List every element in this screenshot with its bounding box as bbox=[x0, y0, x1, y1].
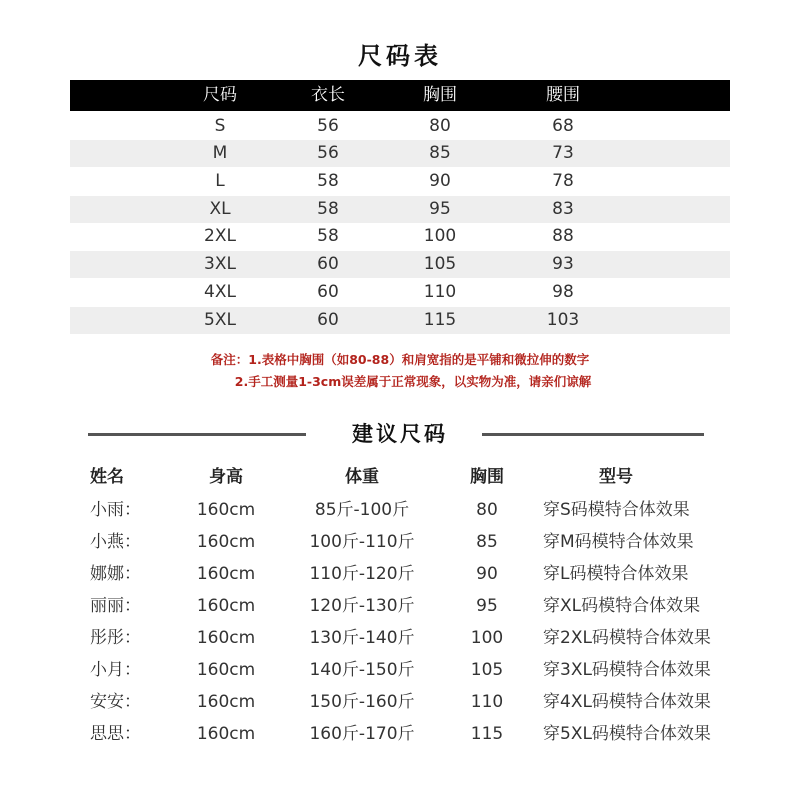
recommend-row bbox=[0, 686, 800, 718]
fit-cell: 穿XL码模特合体效果 bbox=[543, 596, 701, 616]
name-cell: 小雨： bbox=[90, 500, 141, 520]
note-line-1: 备注：1.表格中胸围（如80-88）和肩宽指的是平铺和微拉伸的数字 bbox=[210, 352, 590, 367]
height-cell: 160cm bbox=[196, 500, 256, 520]
fit-cell: 穿5XL码模特合体效果 bbox=[543, 724, 711, 744]
size-row bbox=[70, 223, 730, 250]
fit-cell: 穿M码模特合体效果 bbox=[543, 532, 694, 552]
recommend-row bbox=[0, 590, 800, 622]
name-cell: 丽丽： bbox=[90, 596, 141, 616]
weight-cell: 100斤-110斤 bbox=[309, 532, 415, 552]
waist-cell: 93 bbox=[552, 254, 574, 274]
name-cell: 娜娜： bbox=[90, 564, 141, 584]
header-bust: 胸围 bbox=[470, 467, 504, 487]
bust-cell: 110 bbox=[470, 692, 504, 712]
name-cell: 小月： bbox=[90, 660, 141, 680]
height-cell: 160cm bbox=[196, 724, 256, 744]
bust-cell: 100 bbox=[470, 628, 504, 648]
note-line-2: 2.手工测量1-3cm误差属于正常现象，以实物为准，请亲们谅解 bbox=[234, 374, 592, 389]
recommend-row bbox=[0, 494, 800, 526]
height-cell: 160cm bbox=[196, 660, 256, 680]
recommend-header bbox=[0, 461, 800, 493]
waist-cell: 98 bbox=[552, 282, 574, 302]
height-cell: 160cm bbox=[196, 628, 256, 648]
weight-cell: 140斤-150斤 bbox=[309, 660, 415, 680]
size-table-header bbox=[70, 80, 730, 111]
weight-cell: 130斤-140斤 bbox=[309, 628, 415, 648]
bust-cell: 85 bbox=[476, 532, 498, 552]
header-weight: 体重 bbox=[345, 467, 379, 487]
height-cell: 160cm bbox=[196, 532, 256, 552]
bust-cell: 80 bbox=[476, 500, 498, 520]
size-row bbox=[70, 279, 730, 306]
fit-cell: 穿2XL码模特合体效果 bbox=[543, 628, 711, 648]
header-model: 型号 bbox=[599, 467, 633, 487]
height-cell: 160cm bbox=[196, 596, 256, 616]
header-size: 尺码 bbox=[203, 85, 237, 105]
header-name: 姓名 bbox=[90, 467, 124, 487]
bust-cell: 95 bbox=[476, 596, 498, 616]
fit-cell: 穿4XL码模特合体效果 bbox=[543, 692, 711, 712]
size-row bbox=[70, 251, 730, 278]
recommend-title: 建议尺码 bbox=[352, 422, 448, 446]
recommend-row bbox=[0, 526, 800, 558]
recommend-row bbox=[0, 558, 800, 590]
length-cell: 58 bbox=[317, 226, 339, 246]
length-cell: 60 bbox=[317, 310, 339, 330]
bust-cell: 90 bbox=[476, 564, 498, 584]
bust-cell: 110 bbox=[423, 282, 457, 302]
waist-cell: 83 bbox=[552, 199, 574, 219]
divider-right bbox=[482, 433, 704, 436]
size-row bbox=[70, 140, 730, 167]
length-cell: 56 bbox=[317, 116, 339, 136]
bust-cell: 100 bbox=[423, 226, 457, 246]
bust-cell: 115 bbox=[423, 310, 457, 330]
weight-cell: 160斤-170斤 bbox=[309, 724, 415, 744]
header-length: 衣长 bbox=[311, 85, 345, 105]
waist-cell: 78 bbox=[552, 171, 574, 191]
header-bust: 胸围 bbox=[423, 85, 457, 105]
size-cell: 3XL bbox=[204, 254, 236, 274]
length-cell: 58 bbox=[317, 171, 339, 191]
bust-cell: 105 bbox=[470, 660, 504, 680]
name-cell: 安安： bbox=[90, 692, 141, 712]
name-cell: 小燕： bbox=[90, 532, 141, 552]
recommend-row bbox=[0, 654, 800, 686]
height-cell: 160cm bbox=[196, 564, 256, 584]
name-cell: 彤彤： bbox=[90, 628, 141, 648]
recommend-row bbox=[0, 622, 800, 654]
waist-cell: 88 bbox=[552, 226, 574, 246]
length-cell: 60 bbox=[317, 254, 339, 274]
size-cell: M bbox=[212, 143, 228, 163]
waist-cell: 103 bbox=[546, 310, 580, 330]
size-cell: XL bbox=[209, 199, 231, 219]
bust-cell: 85 bbox=[429, 143, 451, 163]
header-height: 身高 bbox=[209, 467, 243, 487]
size-cell: L bbox=[215, 171, 225, 191]
height-cell: 160cm bbox=[196, 692, 256, 712]
size-row bbox=[70, 113, 730, 140]
waist-cell: 73 bbox=[552, 143, 574, 163]
weight-cell: 85斤-100斤 bbox=[314, 500, 410, 520]
weight-cell: 120斤-130斤 bbox=[309, 596, 415, 616]
bust-cell: 115 bbox=[470, 724, 504, 744]
size-cell: 2XL bbox=[204, 226, 236, 246]
size-cell: S bbox=[214, 116, 226, 136]
size-row bbox=[70, 168, 730, 195]
length-cell: 60 bbox=[317, 282, 339, 302]
size-cell: 5XL bbox=[204, 310, 236, 330]
size-chart-title: 尺码表 bbox=[358, 42, 442, 70]
fit-cell: 穿S码模特合体效果 bbox=[543, 500, 690, 520]
bust-cell: 90 bbox=[429, 171, 451, 191]
header-waist: 腰围 bbox=[546, 85, 580, 105]
weight-cell: 150斤-160斤 bbox=[309, 692, 415, 712]
length-cell: 58 bbox=[317, 199, 339, 219]
length-cell: 56 bbox=[317, 143, 339, 163]
size-row bbox=[70, 307, 730, 334]
size-row bbox=[70, 196, 730, 223]
fit-cell: 穿3XL码模特合体效果 bbox=[543, 660, 711, 680]
size-cell: 4XL bbox=[204, 282, 236, 302]
weight-cell: 110斤-120斤 bbox=[309, 564, 415, 584]
name-cell: 思思： bbox=[90, 724, 141, 744]
bust-cell: 105 bbox=[423, 254, 457, 274]
bust-cell: 80 bbox=[429, 116, 451, 136]
fit-cell: 穿L码模特合体效果 bbox=[543, 564, 689, 584]
waist-cell: 68 bbox=[552, 116, 574, 136]
bust-cell: 95 bbox=[429, 199, 451, 219]
recommend-row bbox=[0, 718, 800, 750]
